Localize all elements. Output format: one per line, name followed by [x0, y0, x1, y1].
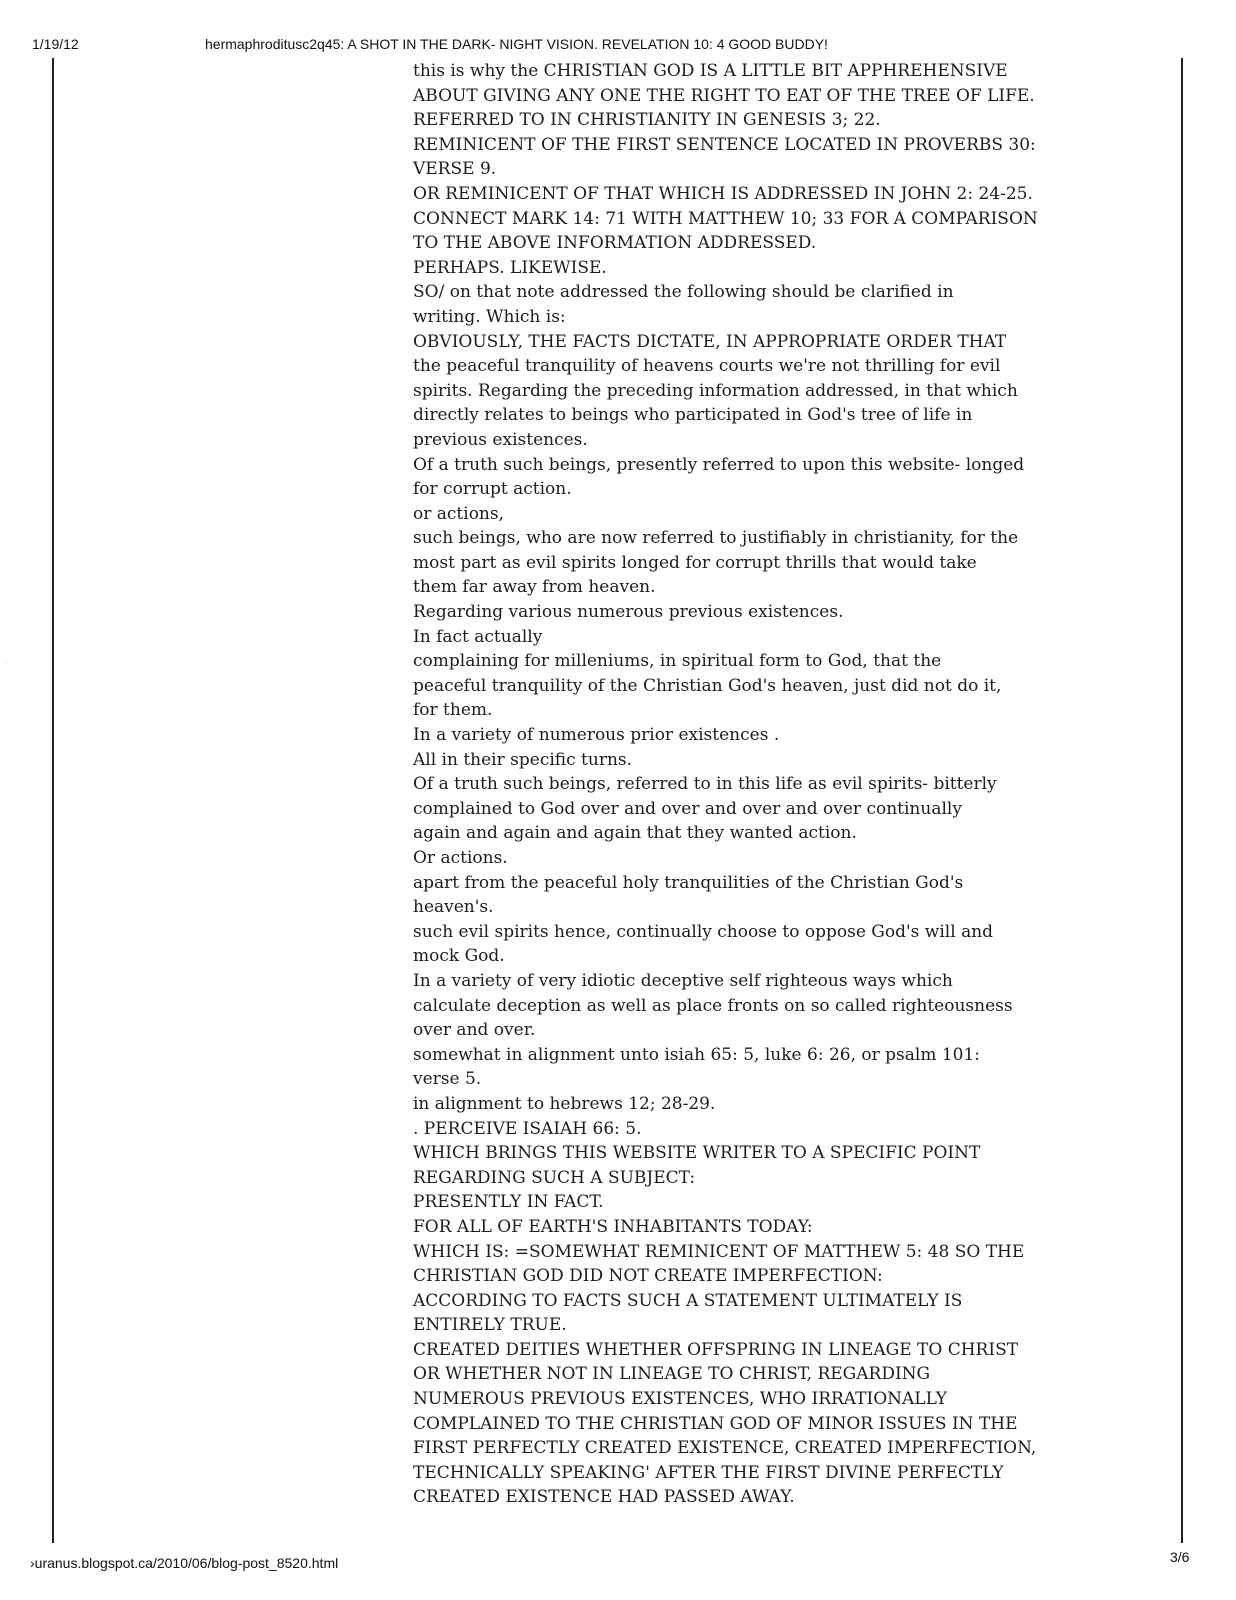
text-line: again and again and again that they wanted action.: [413, 823, 857, 844]
text-line: VERSE 9.: [413, 159, 497, 180]
source-url: ›uranus.blogspot.ca/2010/06/blog-post_8520.html: [30, 1555, 339, 1571]
text-line: spirits. Regarding the preceding information addressed, in that which: [413, 380, 1018, 401]
text-line: them far away from heaven.: [413, 577, 656, 598]
text-line: apart from the peaceful holy tranquilities of the Christian God's: [413, 872, 964, 893]
text-line: or actions,: [413, 503, 505, 524]
text-line: OR REMINICENT OF THAT WHICH IS ADDRESSED IN JOHN 2: 24-25.: [413, 183, 1033, 204]
text-line: previous existences.: [413, 429, 588, 450]
text-line: ABOUT GIVING ANY ONE THE RIGHT TO EAT OF THE TREE OF LIFE.: [413, 85, 1035, 106]
text-line: TECHNICALLY SPEAKING' AFTER THE FIRST DIVINE PERFECTLY: [413, 1462, 1004, 1483]
text-line: heaven's.: [413, 897, 494, 918]
text-line: Regarding various numerous previous existences.: [413, 602, 844, 623]
text-line: for them.: [413, 700, 493, 721]
text-line: directly relates to beings who participated in God's tree of life in: [413, 405, 973, 426]
left-margin-rule: [52, 58, 54, 1543]
text-line: Or actions.: [413, 848, 508, 868]
text-line: complained to God over and over and over and over continually: [413, 798, 962, 819]
text-line: in alignment to hebrews 12; 28-29.: [413, 1093, 716, 1114]
text-line: COMPLAINED TO THE CHRISTIAN GOD OF MINOR ISSUES IN THE: [413, 1413, 1018, 1434]
text-line: OBVIOUSLY, THE FACTS DICTATE, IN APPROPRIATE ORDER THAT: [413, 331, 1007, 352]
text-line: mock God.: [413, 946, 505, 967]
text-line: . PERCEIVE ISAIAH 66: 5.: [413, 1118, 642, 1139]
text-line: most part as evil spirits longed for corrupt thrills that would take: [413, 552, 977, 573]
text-line: OR WHETHER NOT IN LINEAGE TO CHRIST, REGARDING: [413, 1364, 931, 1385]
text-line: calculate deception as well as place fronts on so called righteousness: [413, 995, 1013, 1016]
text-line: CREATED EXISTENCE HAD PASSED AWAY.: [413, 1487, 795, 1508]
text-line: NUMEROUS PREVIOUS EXISTENCES, WHO IRRATIONALLY: [413, 1389, 948, 1410]
text-line: WHICH BRINGS THIS WEBSITE WRITER TO A SPECIFIC POINT: [413, 1143, 981, 1164]
post-body: [413, 59, 1103, 1510]
text-line: FIRST PERFECTLY CREATED EXISTENCE, CREATED IMPERFECTION,: [413, 1438, 1037, 1459]
text-line: such beings, who are now referred to justifiably in christianity, for the: [413, 528, 1019, 549]
page-number: 3/6: [1170, 1549, 1190, 1565]
text-line: All in their specific turns.: [413, 749, 633, 770]
text-line: CONNECT MARK 14: 71 WITH MATTHEW 10; 33 FOR A COMPARISON: [413, 208, 1038, 229]
text-line: ENTIRELY TRUE.: [413, 1315, 567, 1336]
text-line: REMINICENT OF THE FIRST SENTENCE LOCATED IN PROVERBS 30:: [413, 134, 1036, 155]
text-line: somewhat in alignment unto isiah 65: 5, luke 6: 26, or psalm 101:: [413, 1044, 981, 1065]
text-line: In fact actually: [413, 626, 543, 647]
text-line: the peaceful tranquility of heavens courts we're not thrilling for evil: [413, 356, 1001, 377]
scan-speck: ·: [5, 657, 8, 667]
text-line: WHICH IS: =SOMEWHAT REMINICENT OF MATTHEW 5: 48 SO THE: [413, 1241, 1025, 1262]
text-line: FOR ALL OF EARTH'S INHABITANTS TODAY:: [413, 1216, 813, 1237]
text-line: CHRISTIAN GOD DID NOT CREATE IMPERFECTION:: [413, 1266, 883, 1287]
text-line: such evil spirits hence, continually choose to oppose God's will and: [413, 921, 994, 942]
text-line: TO THE ABOVE INFORMATION ADDRESSED.: [413, 233, 817, 254]
right-margin-rule: [1181, 58, 1183, 1543]
text-line: PERHAPS. LIKEWISE.: [413, 257, 607, 278]
text-line: REFERRED TO IN CHRISTIANITY IN GENESIS 3; 22.: [413, 110, 881, 131]
text-line: over and over.: [413, 1020, 536, 1041]
text-line: peaceful tranquility of the Christian God's heaven, just did not do it,: [413, 675, 1002, 696]
text-line: REGARDING SUCH A SUBJECT:: [413, 1167, 696, 1188]
text-line: for corrupt action.: [413, 479, 572, 500]
text-line: SO/ on that note addressed the following should be clarified in: [413, 282, 954, 303]
text-line: writing. Which is:: [413, 306, 566, 327]
print-date: 1/19/12: [32, 36, 79, 52]
text-line: ACCORDING TO FACTS SUCH A STATEMENT ULTIMATELY IS: [413, 1290, 963, 1311]
text-line: verse 5.: [413, 1069, 482, 1090]
text-line: Of a truth such beings, referred to in this life as evil spirits- bitterly: [413, 774, 997, 795]
text-line: In a variety of numerous prior existences .: [413, 725, 780, 746]
text-line: In a variety of very idiotic deceptive self righteous ways which: [413, 970, 953, 991]
page-title: hermaphroditusc2q45: A SHOT IN THE DARK- NIGHT VISION. REVELATION 10: 4 GOOD BUDDY!: [205, 36, 828, 52]
text-line: CREATED DEITIES WHETHER OFFSPRING IN LINEAGE TO CHRIST: [413, 1339, 1019, 1360]
text-line: complaining for milleniums, in spiritual form to God, that the: [413, 651, 942, 672]
text-line: Of a truth such beings, presently referred to upon this website- longed: [413, 454, 1025, 475]
text-line: PRESENTLY IN FACT.: [413, 1192, 604, 1213]
text-line: this is why the CHRISTIAN GOD IS A LITTLE BIT APPHREHENSIVE: [413, 61, 1008, 81]
